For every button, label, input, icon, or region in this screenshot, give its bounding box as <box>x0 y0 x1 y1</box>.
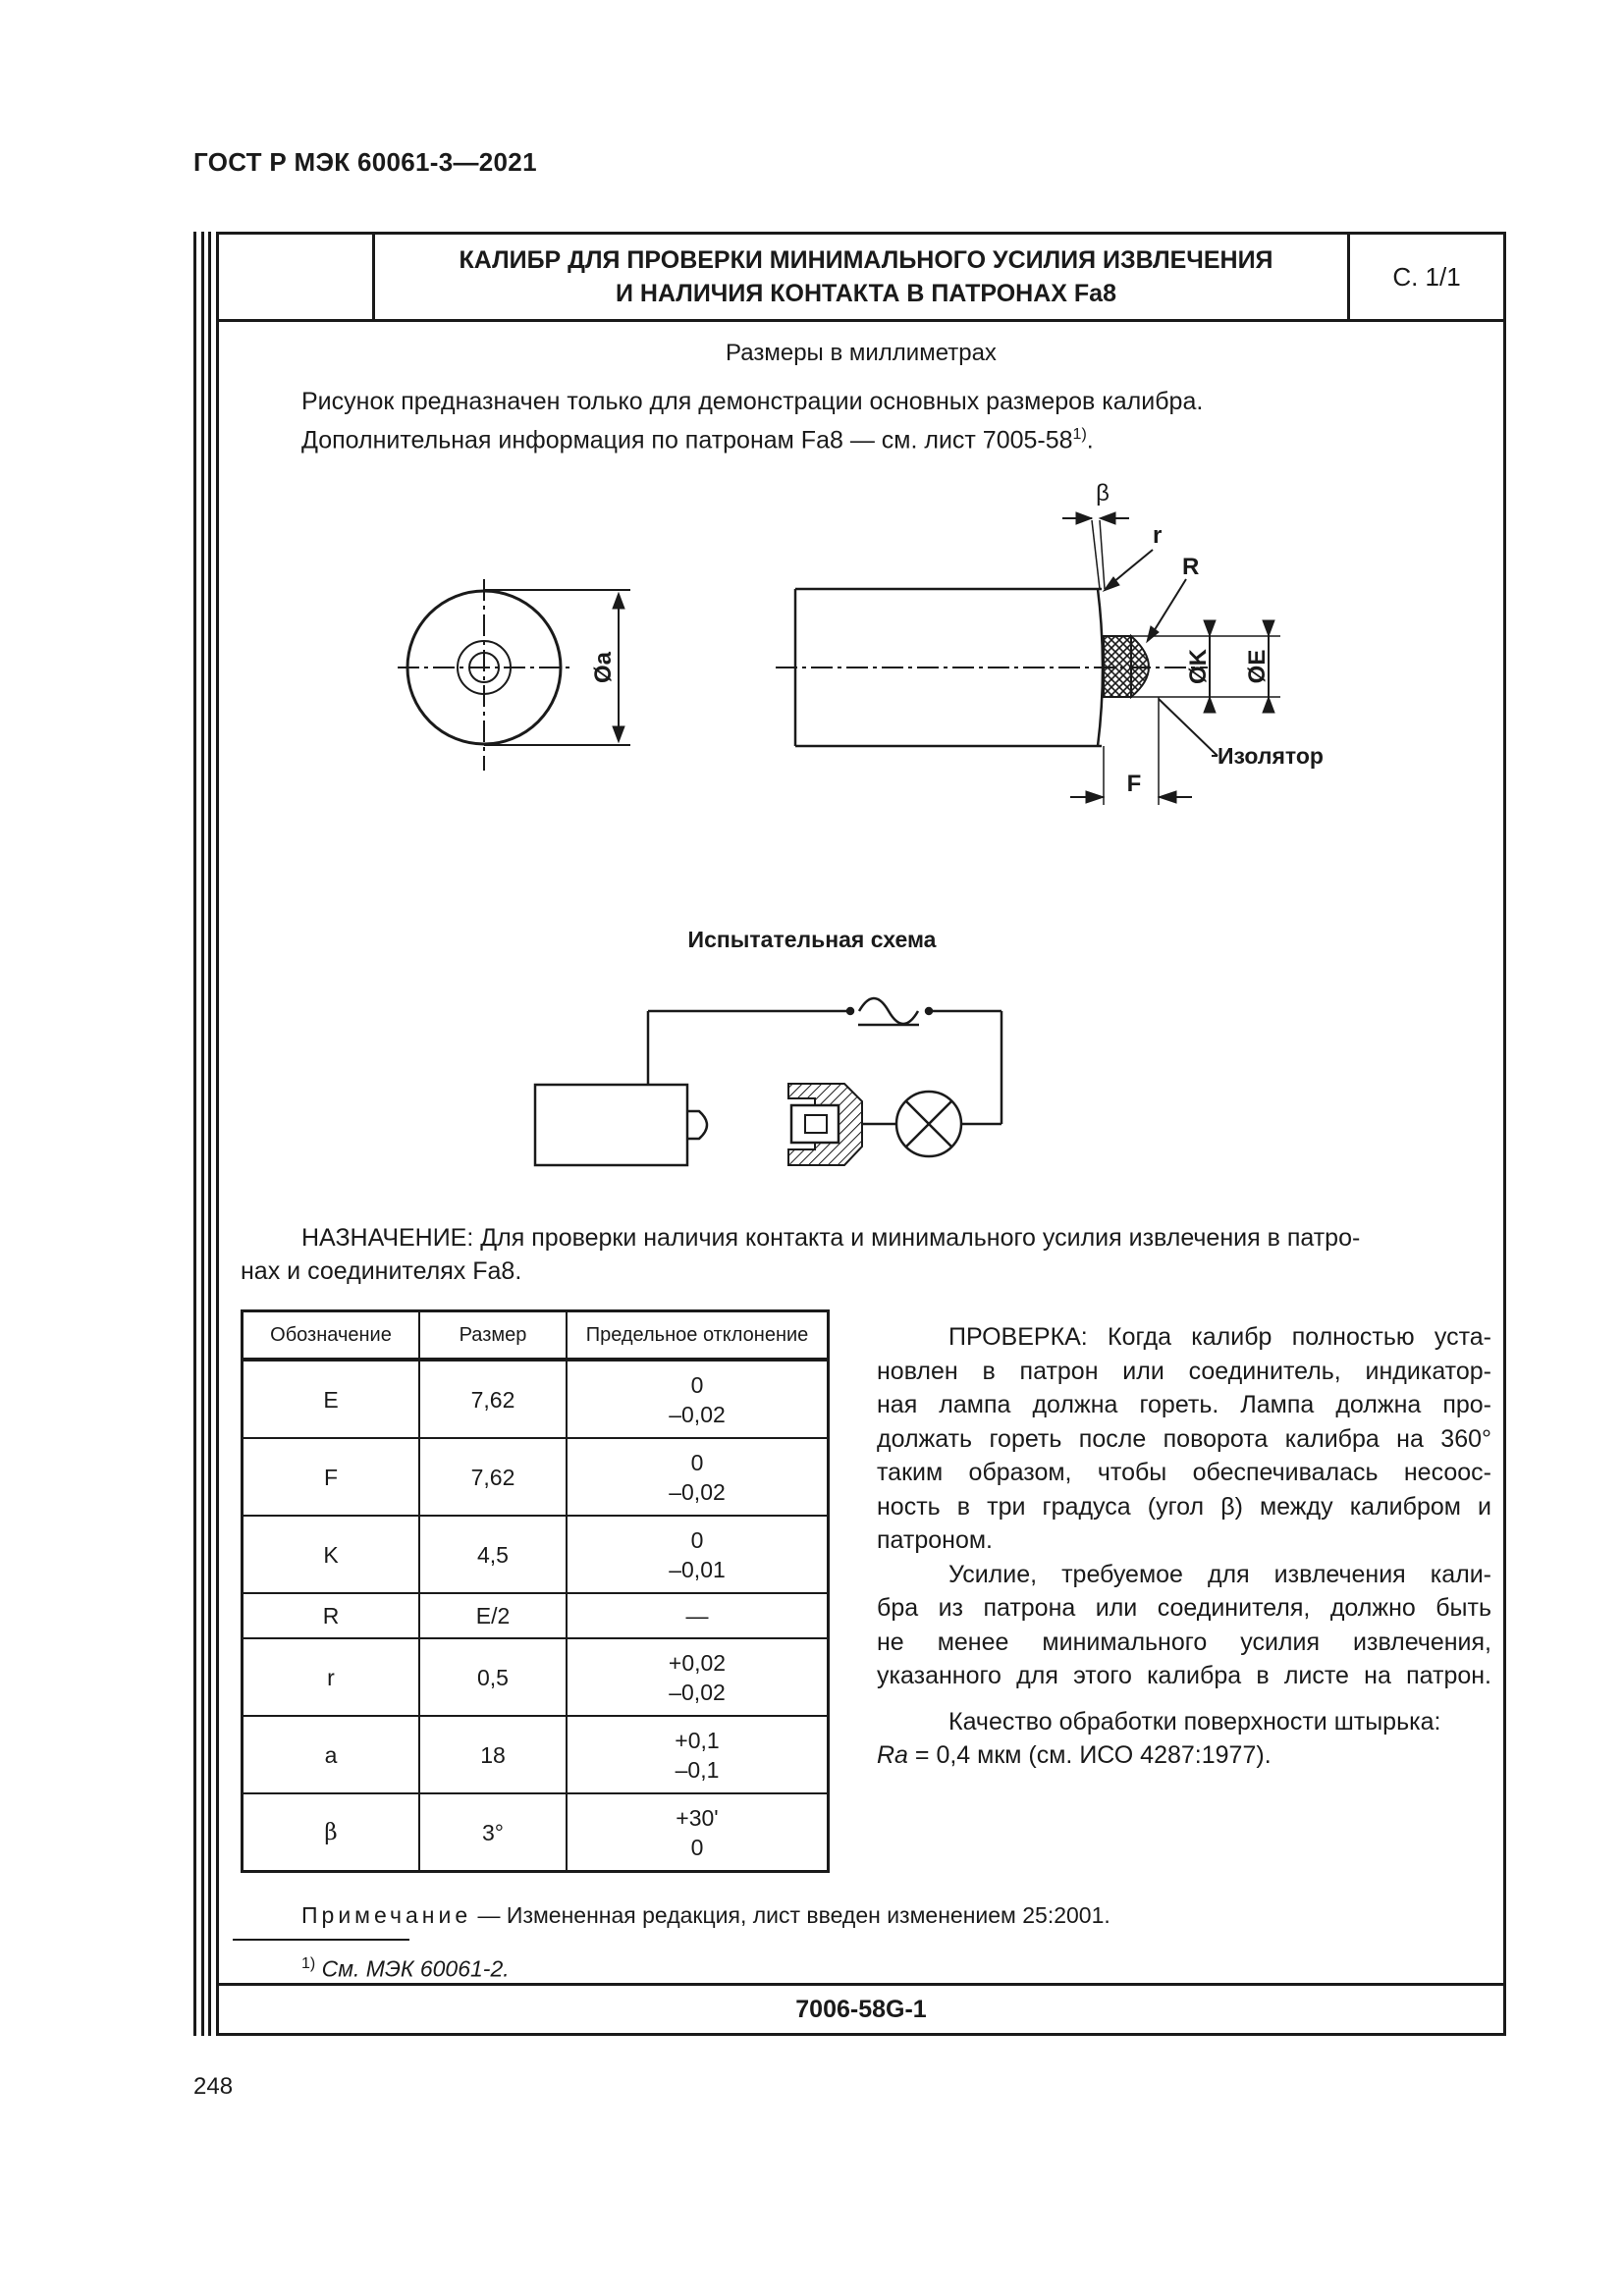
cell-size: 4,5 <box>419 1516 567 1593</box>
units-note: Размеры в миллиметрах <box>726 340 997 366</box>
cell-symbol: r <box>243 1638 420 1716</box>
ac-source-symbol <box>859 998 918 1024</box>
column-header-symbol: Обозначение <box>243 1311 420 1361</box>
gauge-block <box>535 1085 687 1165</box>
note-text: — Измененная редакция, лист введен изменением 25:2001. <box>471 1902 1110 1928</box>
intro-line-2-text: Дополнительная информация по патронам Fa8 — см. лист 7005-58 <box>301 426 1073 454</box>
check-p2-line: не менее минимального усилия извлечения, <box>877 1628 1491 1656</box>
cell-symbol: F <box>243 1438 420 1516</box>
page-number: 248 <box>193 2073 234 2100</box>
cell-size: 18 <box>419 1716 567 1793</box>
dim-label-R: R <box>1182 554 1200 580</box>
title-block <box>219 235 1503 322</box>
cell-symbol: a <box>243 1716 420 1793</box>
cell-size: 7,62 <box>419 1360 567 1438</box>
cell-size: 7,62 <box>419 1438 567 1516</box>
cell-deviation <box>567 1638 829 1716</box>
check-p2-line: Усилие, требуемое для извлечения кали- <box>948 1560 1491 1588</box>
cell-size: 0,5 <box>419 1638 567 1716</box>
check-text-block <box>877 1320 1491 1773</box>
insulator-label: Изолятор <box>1218 743 1324 769</box>
sheet-number: С. 1/1 <box>1347 235 1503 319</box>
title-block-left-cell <box>219 235 375 319</box>
intro-line-1: Рисунок предназначен только для демонстрации основных размеров калибра. <box>301 388 1204 415</box>
check-p1 <box>877 1320 1491 1558</box>
gauge-pin <box>687 1111 707 1139</box>
cell-symbol: R <box>243 1593 420 1638</box>
test-scheme-diagram <box>0 982 1624 1178</box>
check-p2-line: указанного для этого калибра в листе на патрон. <box>877 1662 1491 1689</box>
footnote-mark: 1) <box>301 1955 316 1972</box>
dev-upper: +0,02 <box>668 1649 727 1676</box>
footnote-rule <box>233 1939 409 1941</box>
dev-upper: +30' <box>676 1804 719 1831</box>
dim-label-K: ØK <box>1185 649 1212 684</box>
dimensions-table <box>241 1309 830 1873</box>
footnote-text: См. МЭК 60061-2. <box>315 1955 510 1982</box>
sheet-title-line-1: КАЛИБР ДЛЯ ПРОВЕРКИ МИНИМАЛЬНОГО УСИЛИЯ ИЗВЛЕЧЕНИЯ <box>459 246 1273 274</box>
gauge-drawing <box>0 471 1624 825</box>
dev-lower: –0,02 <box>669 1478 726 1505</box>
dev-lower: –0,02 <box>669 1401 726 1427</box>
check-p3-line-1: Качество обработки поверхности штырька: <box>948 1707 1441 1735</box>
cell-size: 3° <box>419 1793 567 1872</box>
cell-symbol: E <box>243 1360 420 1438</box>
test-scheme-title: Испытательная схема <box>687 927 937 952</box>
dev-lower: –0,1 <box>675 1756 720 1783</box>
check-p1-line: ПРОВЕРКА: Когда калибр полностью уста- <box>948 1323 1491 1351</box>
check-p2 <box>877 1558 1491 1693</box>
dim-label-beta: β <box>1096 480 1110 507</box>
dev-upper: 0 <box>690 1526 704 1553</box>
cell-deviation <box>567 1516 829 1593</box>
dim-label-a: Øa <box>590 651 617 684</box>
running-header: ГОСТ Р МЭК 60061-3—2021 <box>193 147 537 177</box>
check-p1-line: новлен в патрон или соединитель, индикатор- <box>877 1357 1491 1385</box>
cell-deviation <box>567 1360 829 1438</box>
cell-deviation <box>567 1793 829 1872</box>
dev-upper: 0 <box>690 1449 704 1475</box>
footnote <box>301 1948 510 1986</box>
dev-lower: –0,02 <box>669 1679 726 1705</box>
note <box>301 1898 1110 1932</box>
check-p2-line: бра из патрона или соединителя, должно быть <box>877 1594 1491 1622</box>
table-row <box>243 1516 829 1593</box>
dev-upper: 0 <box>690 1371 704 1398</box>
dim-label-r: r <box>1153 522 1163 549</box>
check-p3 <box>877 1705 1491 1773</box>
cell-deviation <box>567 1716 829 1793</box>
cell-deviation <box>567 1438 829 1516</box>
column-header-size: Размер <box>419 1311 567 1361</box>
cell-symbol: β <box>243 1793 420 1872</box>
purpose-line-1: НАЗНАЧЕНИЕ: Для проверки наличия контакта и минимального усилия извлечения в патро- <box>301 1224 1361 1252</box>
check-p1-line: патроном. <box>877 1526 993 1554</box>
dev-lower: –0,01 <box>669 1556 726 1582</box>
dim-label-F: F <box>1126 771 1142 797</box>
footnote-ref: 1) <box>1072 426 1087 443</box>
dev-lower: 0 <box>690 1834 704 1860</box>
dev-upper: +0,1 <box>675 1727 720 1753</box>
cell-deviation: — <box>567 1593 829 1638</box>
table-row <box>243 1638 829 1716</box>
check-p1-line: ность в три градуса (угол β) между калибром и <box>877 1492 1491 1521</box>
ra-value: = 0,4 мкм (см. ИСО 4287:1977). <box>907 1741 1272 1769</box>
cell-size: E/2 <box>419 1593 567 1638</box>
intro-line-2-end: . <box>1086 426 1094 454</box>
dim-label-E: ØE <box>1244 649 1271 684</box>
ra-symbol: Ra <box>877 1741 908 1769</box>
table-row <box>243 1593 829 1638</box>
check-p3-line-2 <box>877 1738 1491 1773</box>
check-p1-line: таким образом, чтобы обеспечивалась несоос- <box>877 1459 1491 1486</box>
note-label: Примечание <box>301 1902 472 1928</box>
table-row <box>243 1793 829 1872</box>
cell-symbol: K <box>243 1516 420 1593</box>
table-row <box>243 1438 829 1516</box>
table-row <box>243 1716 829 1793</box>
purpose-line-2: нах и соединителях Fa8. <box>241 1257 522 1285</box>
sheet-code: 7006-58G-1 <box>219 1983 1503 2033</box>
column-header-deviation: Предельное отклонение <box>567 1311 829 1361</box>
check-p1-line: ная лампа должна гореть. Лампа должна про- <box>877 1391 1491 1418</box>
check-p1-line: должать гореть после поворота калибра на 360° <box>877 1424 1491 1453</box>
lampholder-socket <box>788 1084 862 1165</box>
intro-line-2 <box>301 418 1094 456</box>
table-row <box>243 1360 829 1438</box>
table-header-row <box>243 1311 829 1361</box>
sheet-title <box>375 235 1357 319</box>
sheet-title-line-2: И НАЛИЧИЯ КОНТАКТА В ПАТРОНАХ Fa8 <box>615 280 1116 307</box>
